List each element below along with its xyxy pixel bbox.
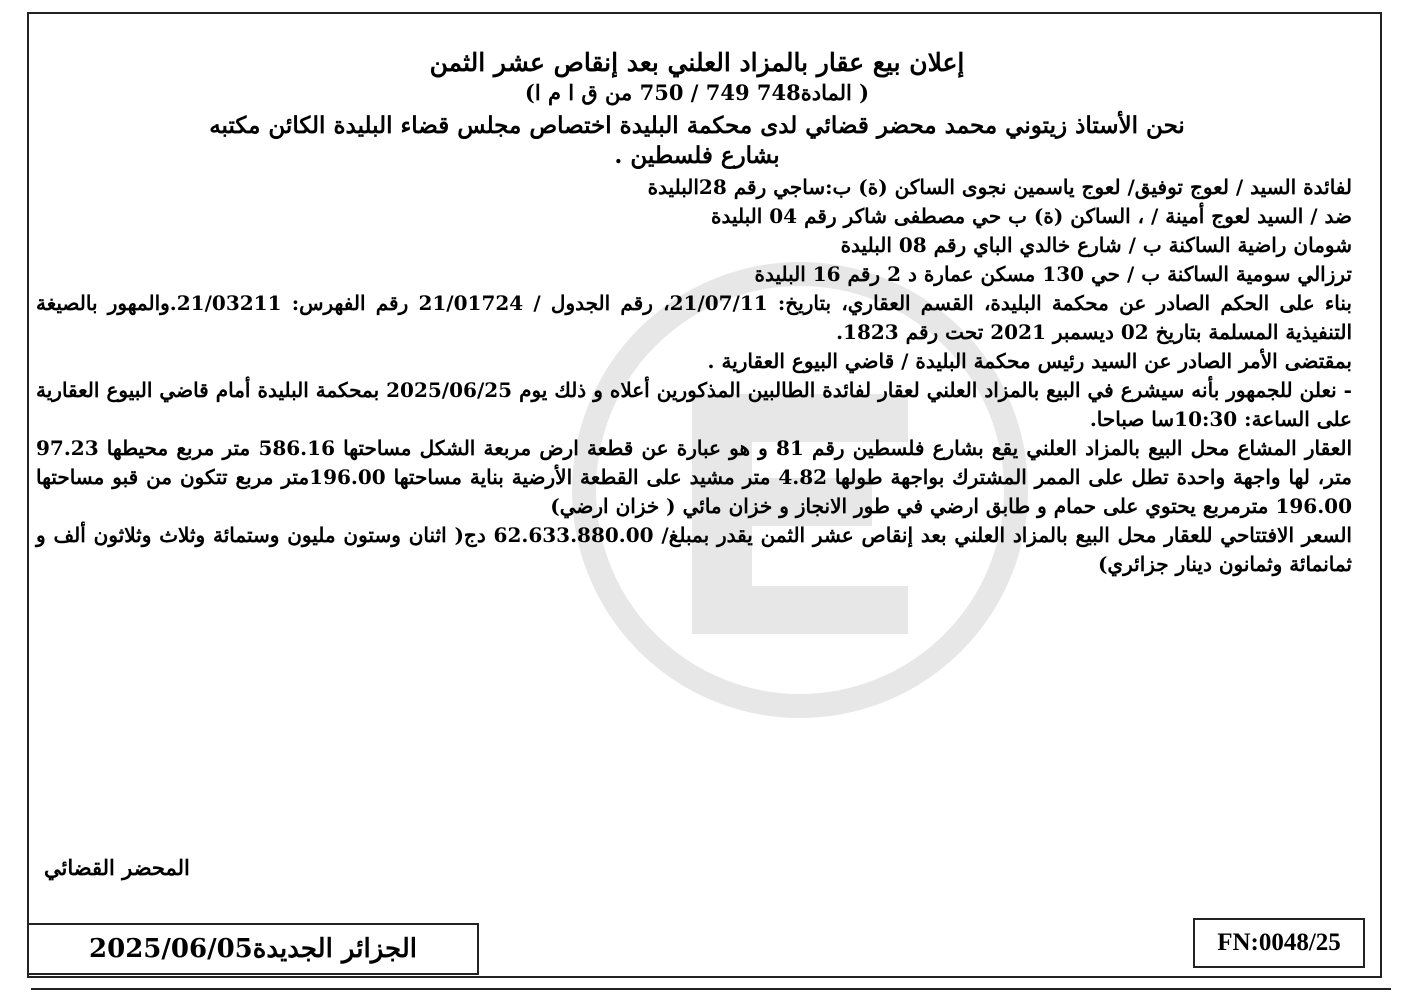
bailiff-intro — [36, 111, 1358, 171]
property-description-paragraph: العقار المشاع محل البيع بالمزاد العلني يقع بشارع فلسطين رقم 81 و هو عبارة عن قطعة ارض مربعة الشكل مساحتها 586.16 متر مربع محيطها 97.23 متر، لها واجهة واحدة تطل على الممر المشترك بواجهة طولها 4.82 متر مشيد على القطعة الأرضية بناية مساحتها 196.00متر مربع تتكون من قبو مساحتها 196.00 مترمربع يحتوي على حمام و طابق ارضي في طور الانجاز و خزان مائي ( خزان ارضي) — [36, 436, 1352, 518]
party-line: شومان راضية الساكنة ب / شارع خالدي الباي رقم 08 البليدة — [840, 233, 1352, 257]
bottom-divider — [31, 988, 1391, 990]
file-number-box — [1193, 918, 1365, 968]
bailiff-signature: المحضر القضائي — [44, 855, 190, 880]
bailiff-intro-line1: نحن الأستاذ زيتوني محمد محضر قضائي لدى محكمة البليدة اختصاص مجلس قضاء البليدة الكائن مكتبه — [209, 112, 1185, 139]
publication-box — [27, 923, 479, 975]
file-number: FN:0048/25 — [1217, 929, 1341, 956]
announcement-body — [36, 46, 1358, 579]
announcement-title: إعلان بيع عقار بالمزاد العلني بعد إنقاص عشر الثمن — [429, 48, 965, 77]
opening-price-paragraph: السعر الافتتاحي للعقار محل البيع بالمزاد العلني بعد إنقاص عشر الثمن يقدر بمبلغ/ 62.633.880.00 دج( اثنان وستون مليون وستمائة وثلاث وثلاثون ألف و ثمانمائة وثمانون دينار جزائري) — [36, 523, 1352, 576]
auction-notice-paragraph: - نعلن للجمهور بأنه سيشرع في البيع بالمزاد العلني لعقار لفائدة الطالبين المذكورين أعلاه و ذلك يوم 2025/06/25 بمحكمة البليدة أمام قاضي البيوع العقارية على الساعة: 10:30سا صباحا. — [36, 378, 1352, 431]
order-paragraph: بمقتضى الأمر الصادر عن السيد رئيس محكمة البليدة / قاضي البيوع العقارية . — [707, 349, 1352, 373]
publication-label: الجزائر الجديدة2025/06/05 — [89, 934, 417, 964]
party-line: ترزالي سومية الساكنة ب / حي 130 مسكن عمارة د 2 رقم 16 البليدة — [754, 262, 1352, 286]
judgment-paragraph: بناء على الحكم الصادر عن محكمة البليدة، القسم العقاري، بتاريخ: 21/07/11، رقم الجدول / 21/01724 رقم الفهرس: 21/03211.والمهور بالصيغة التنفيذية المسلمة بتاريخ 02 ديسمبر 2021 تحت رقم 1823. — [36, 291, 1352, 344]
party-line: ضد / السيد لعوج أمينة / ، الساكن (ة) ب حي مصطفى شاكر رقم 04 البليدة — [710, 204, 1352, 228]
party-line: لفائدة السيد / لعوج توفيق/ لعوج ياسمين نجوى الساكن (ة) ب:ساجي رقم 28البليدة — [647, 175, 1352, 199]
legal-articles: ( المادة748 749 / 750 من ق ا م ا) — [524, 80, 870, 105]
bailiff-intro-line2: بشارع فلسطين . — [614, 142, 780, 169]
